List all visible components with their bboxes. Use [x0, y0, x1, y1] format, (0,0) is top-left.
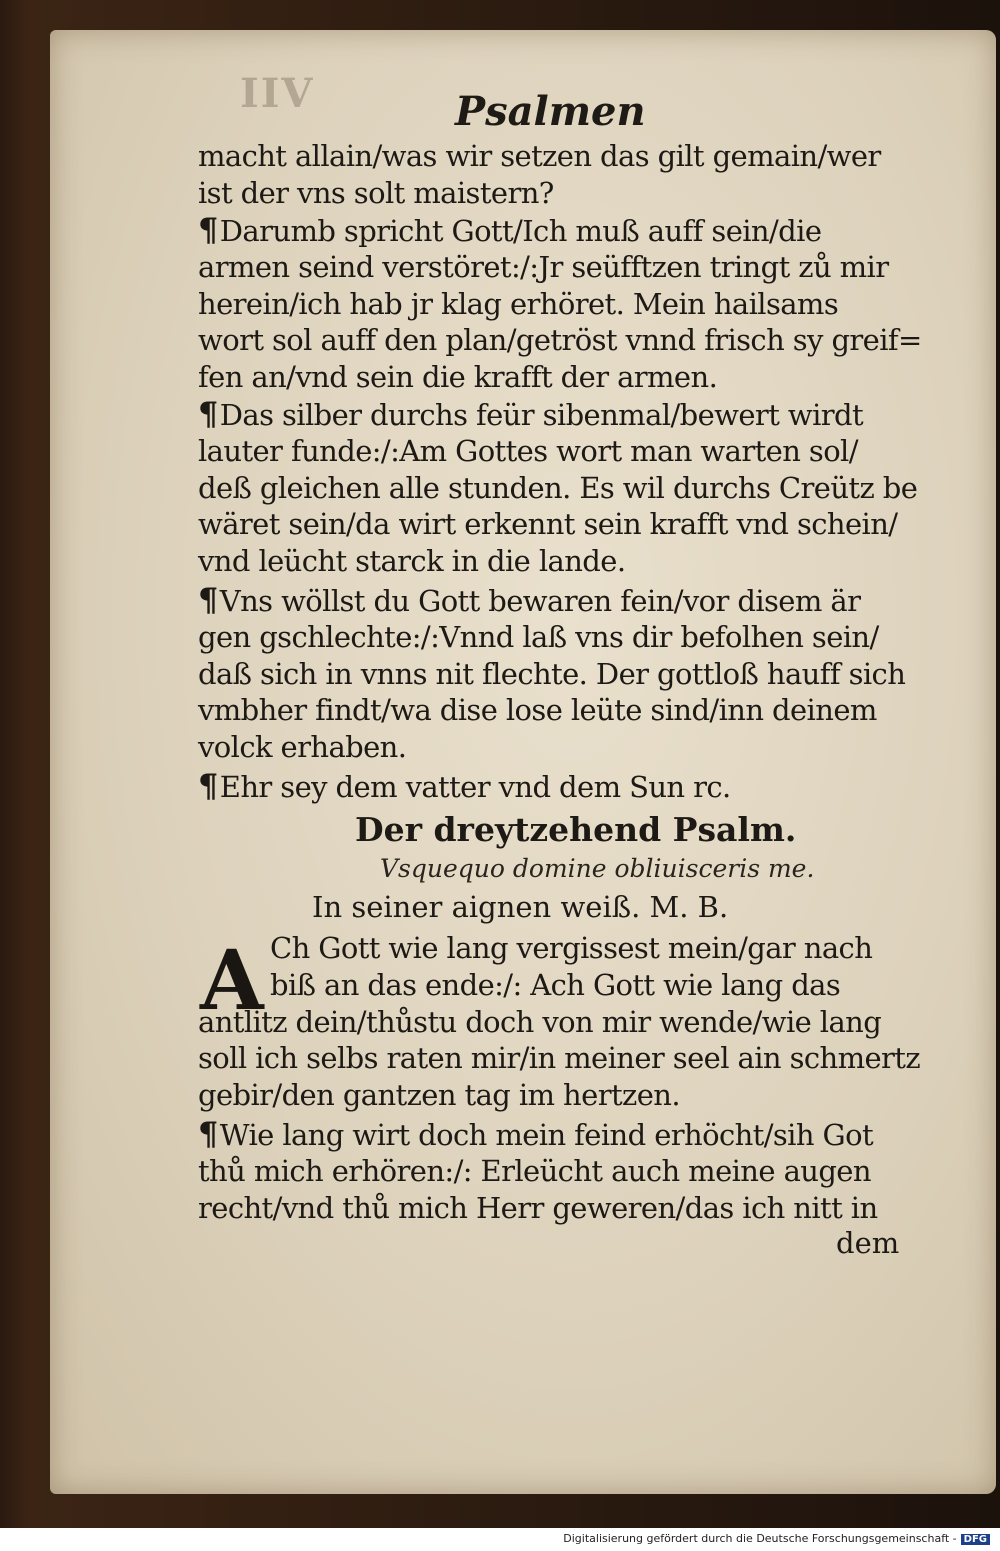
text-line: antlitz dein/thůstu doch von mir wende/wie lang — [198, 1004, 882, 1039]
text-line: macht allain/was wir setzen das gilt gemain/wer — [198, 139, 881, 173]
text-line: armen seind verstöret:/:Jr seüfftzen tringt zů mir — [198, 249, 889, 284]
dfg-logo-icon: DFG — [961, 1534, 990, 1545]
psalm-melody-note: In seiner aignen weiß. M. B. — [312, 890, 729, 924]
text-line — [198, 1116, 908, 1153]
text-line — [198, 582, 908, 619]
text-line: Ch Gott wie lang vergissest mein/gar nach — [270, 931, 873, 965]
psalm-stanza-2 — [198, 1116, 908, 1226]
text-line: thů mich erhören:/: Erleücht auch meine augen — [198, 1153, 871, 1188]
text-line-content: Das silber durchs feür sibenmal/bewert wirdt — [219, 398, 864, 432]
text-line: lauter funde:/:Am Gottes wort man warten sol/ — [198, 433, 858, 468]
text-line — [198, 212, 908, 249]
text-line — [198, 768, 908, 805]
text-line: recht/vnd thů mich Herr geweren/das ich nitt in — [198, 1190, 878, 1225]
text-line: ist der vns solt maistern? — [198, 175, 554, 210]
psalm-title: Der dreytzehend Psalm. — [355, 810, 797, 849]
catchword: dem — [836, 1226, 900, 1260]
text-line: deß gleichen alle stunden. Es wil durchs Creütz be — [198, 470, 918, 505]
text-line: soll ich selbs raten mir/in meiner seel ain schmertz — [198, 1041, 921, 1076]
funding-text: Digitalisierung gefördert durch die Deutsche Forschungsgemeinschaft - — [563, 1532, 957, 1545]
pilcrow-icon: ¶ — [198, 581, 218, 619]
text-line: wäret sein/da wirt erkennt sein krafft vnd schein/ — [198, 507, 898, 542]
psalm-stanza-1 — [198, 930, 921, 1114]
folio-number: IIV — [240, 70, 315, 117]
text-line: vmbher findt/wa dise lose leüte sind/inn deinem — [198, 693, 877, 728]
text-line: wort sol auff den plan/getröst vnnd frisch sy greif= — [198, 323, 922, 358]
text-line: vnd leücht starck in die lande. — [198, 544, 626, 579]
text-line-content: Vns wöllst du Gott bewaren fein/vor disem är — [219, 584, 861, 618]
pilcrow-icon: ¶ — [198, 767, 218, 805]
drop-cap-initial: A — [200, 933, 264, 1029]
text-line: gebir/den gantzen tag im hertzen. — [198, 1078, 680, 1113]
funding-credit — [563, 1532, 990, 1545]
pilcrow-icon: ¶ — [198, 395, 218, 433]
text-block-1 — [198, 138, 908, 212]
stanza-4 — [198, 582, 908, 766]
pilcrow-icon: ¶ — [198, 1115, 218, 1153]
text-line-content: Darumb spricht Gott/Ich muß auff sein/die — [219, 214, 822, 248]
stanza-2 — [198, 211, 922, 396]
doxology — [198, 768, 908, 805]
text-line: biß an das ende:/: Ach Gott wie lang das — [270, 967, 841, 1002]
psalm-latin-incipit: Vsquequo domine obliuisceris me. — [380, 854, 815, 883]
text-line-content: Wie lang wirt doch mein feind erhöcht/sih Got — [219, 1118, 874, 1152]
running-header: Psalmen — [455, 88, 646, 135]
text-line: volck erhaben. — [198, 730, 407, 765]
text-line: herein/ich hab jr klag erhöret. Mein hailsams — [198, 286, 839, 321]
text-line-content: Ehr sey dem vatter vnd dem Sun rc. — [219, 770, 731, 804]
text-line: fen an/vnd sein die krafft der armen. — [198, 360, 718, 395]
text-line: daß sich in vnns nit flechte. Der gottloß hauff sich — [198, 656, 906, 691]
text-line: gen gschlechte:/:Vnnd laß vns dir befolhen sein/ — [198, 619, 879, 654]
text-line — [198, 396, 908, 433]
pilcrow-icon: ¶ — [198, 211, 218, 249]
stanza-3 — [198, 395, 918, 580]
